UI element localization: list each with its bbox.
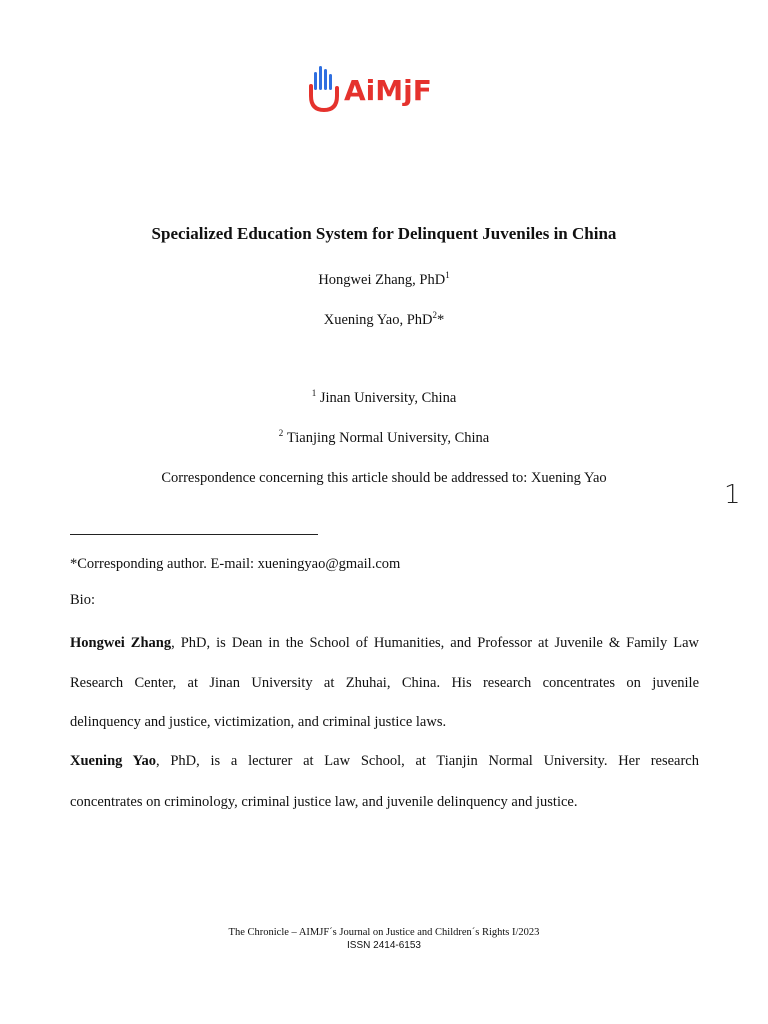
author-2 xyxy=(0,312,768,329)
logo-wordmark: AiMjF xyxy=(344,74,432,107)
hand-logo-icon xyxy=(308,64,342,116)
corresponding-mark: * xyxy=(437,312,445,328)
bio-1-line-1 xyxy=(70,635,699,652)
author-affiliation-mark: 2 xyxy=(432,310,437,321)
affiliation-1 xyxy=(0,390,768,407)
bio-name: Hongwei Zhang xyxy=(70,635,172,651)
page-number: 1 xyxy=(724,480,741,510)
author-1 xyxy=(0,272,768,289)
bio-text: , PhD, is Dean in the School of Humanities, and Professor at Juvenile & Family Law xyxy=(171,635,699,651)
affiliation-text: Jinan University, China xyxy=(319,390,457,406)
author-name: Hongwei Zhang, PhD xyxy=(318,272,446,288)
bio-text: , PhD, is a lecturer at Law School, at Tianjin Normal University. Her research xyxy=(155,753,699,769)
journal-citation: The Chronicle – AIMJF´s Journal on Justice and Children´s Rights I/2023 xyxy=(228,927,540,938)
bio-name: Xuening Yao xyxy=(70,753,156,769)
affiliation-mark: 1 xyxy=(311,388,317,399)
bio-1-line-2: Research Center, at Jinan University at Zhuhai, China. His research concentrates on juvenile xyxy=(70,675,699,691)
footnote-divider xyxy=(70,534,318,535)
affiliation-mark: 2 xyxy=(278,428,284,439)
correspondence-note: Correspondence concerning this article should be addressed to: Xuening Yao xyxy=(161,470,607,486)
article-title: Specialized Education System for Delinquent Juveniles in China xyxy=(151,224,617,243)
journal-logo xyxy=(308,64,460,116)
author-affiliation-mark: 1 xyxy=(445,270,450,281)
affiliation-text: Tianjing Normal University, China xyxy=(286,430,490,446)
affiliation-2 xyxy=(0,430,768,447)
bio-label: Bio: xyxy=(70,592,95,608)
page-footer xyxy=(0,926,768,952)
bio-2-line-2: concentrates on criminology, criminal justice law, and juvenile delinquency and justice. xyxy=(70,794,578,810)
author-name: Xuening Yao, PhD xyxy=(323,312,433,328)
issn: ISSN 2414-6153 xyxy=(347,940,421,951)
bio-1-line-3: delinquency and justice, victimization, and criminal justice laws. xyxy=(70,714,447,730)
corresponding-author-note: *Corresponding author. E-mail: xueningyao@gmail.com xyxy=(70,556,401,572)
bio-2-line-1 xyxy=(70,753,699,770)
